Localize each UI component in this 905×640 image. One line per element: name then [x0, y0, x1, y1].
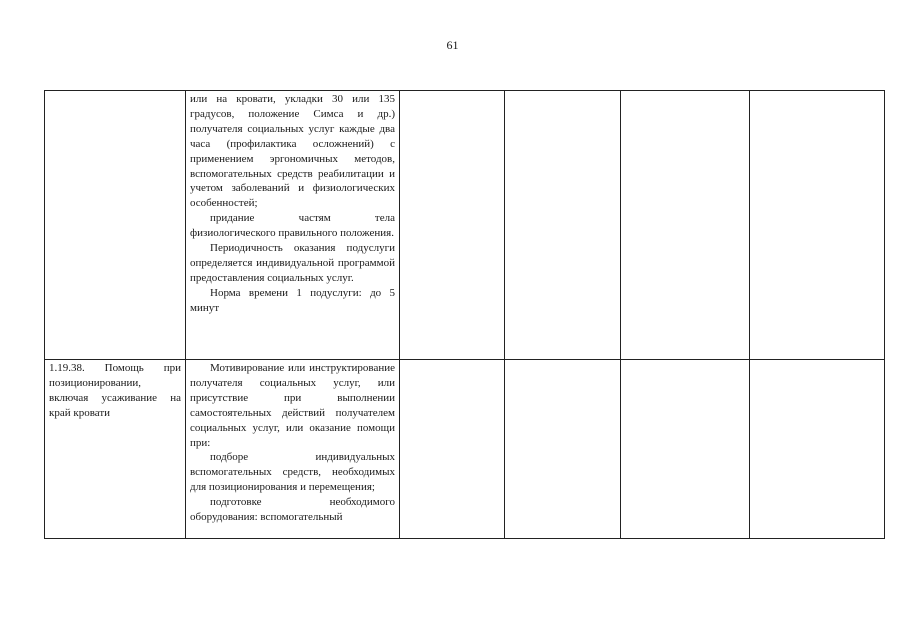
service-name-cell [45, 360, 186, 539]
description-paragraph: придание частям тела физиологического правильного положения. [190, 212, 395, 240]
description-paragraph: Периодичность оказания подуслуги определяется индивидуальной программой предоставления социальных услуг. [190, 242, 395, 284]
empty-cell [400, 91, 505, 360]
page-number: 61 [446, 38, 459, 52]
empty-cell [505, 360, 621, 539]
empty-cell [621, 91, 750, 360]
description-paragraph: подготовке необходимого оборудования: вспомогательный [190, 496, 395, 524]
empty-cell [750, 360, 885, 539]
service-name-cell [45, 91, 186, 360]
empty-cell [400, 360, 505, 539]
empty-cell [505, 91, 621, 360]
description-paragraph: Норма времени 1 подуслуги: до 5 минут [190, 286, 395, 314]
service-description-cell [186, 360, 400, 539]
service-name: 1.19.38. Помощь при позиционировании, включая усаживание на край кровати [49, 362, 181, 419]
description-paragraph: или на кровати, укладки 30 или 135 градусов, положение Симса и др.) получателя социальных услуг каждые два часа (профилактика осложнений) с применением эргономичных методов, вспомогательных средств реабилитации и учетом заболеваний и физиологических особенностей; [190, 93, 395, 210]
empty-cell [750, 91, 885, 360]
service-description-cell [186, 91, 400, 360]
table-row [45, 360, 885, 539]
description-paragraph: Мотивирование или инструктирование получателя социальных услуг, или присутствие при выполнении самостоятельных действий получателем социальных услуг, или оказание помощи при: [190, 362, 395, 449]
empty-cell [621, 360, 750, 539]
description-paragraph: подборе индивидуальных вспомогательных средств, необходимых для позиционирования и перемещения; [190, 451, 395, 494]
services-table [44, 90, 885, 539]
table-row [45, 91, 885, 360]
